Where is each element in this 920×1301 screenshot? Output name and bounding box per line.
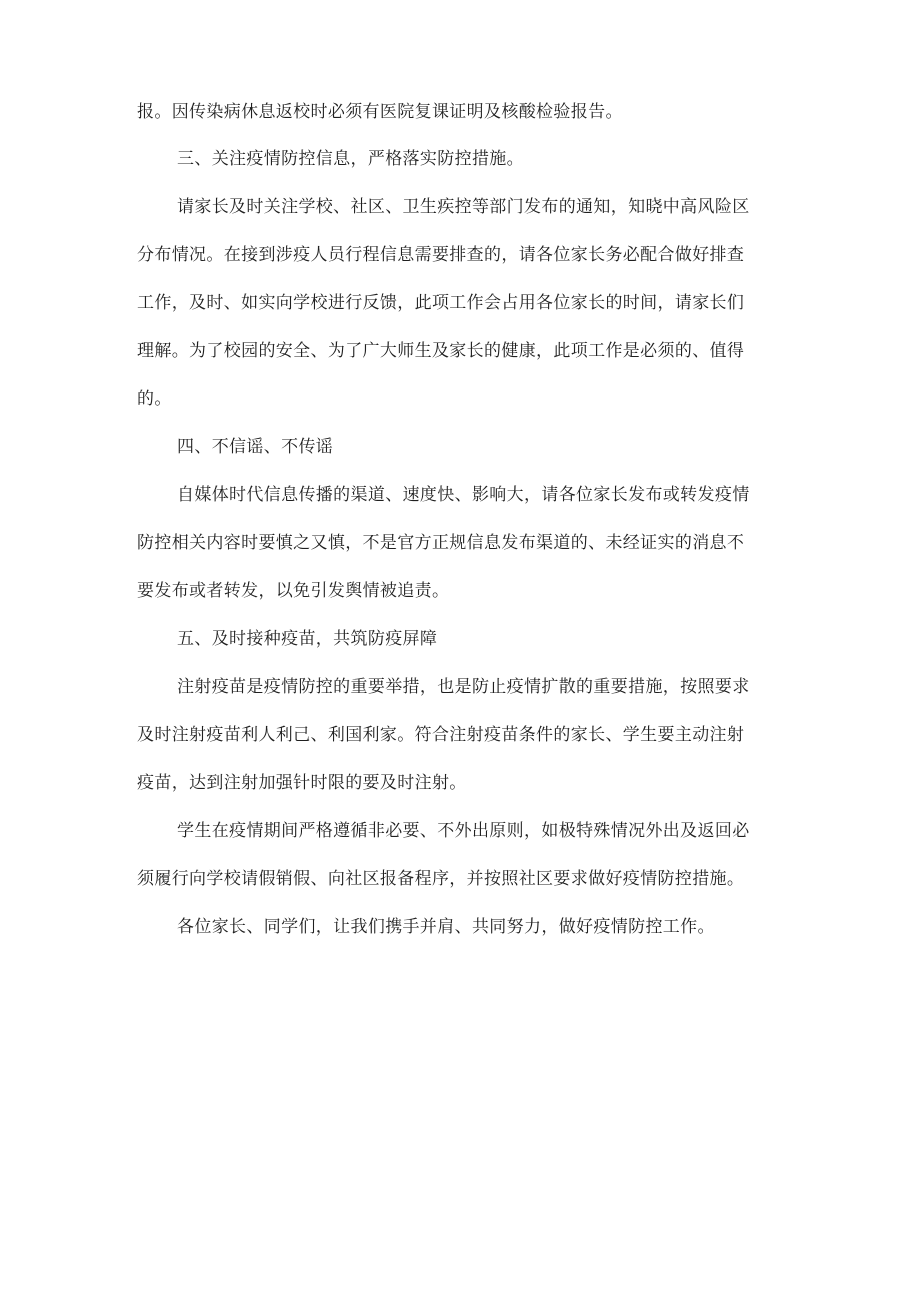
text-line: 各位家长、同学们，让我们携手并肩、共同努力，做好疫情防控工作。 <box>177 917 715 937</box>
section-heading: 三、关注疫情防控信息，严格落实防控措施。 <box>177 149 524 169</box>
text-line: 工作，及时、如实向学校进行反馈，此项工作会占用各位家长的时间，请家长们 <box>137 293 745 313</box>
text-line: 请家长及时关注学校、社区、卫生疾控等部门发布的通知，知晓中高风险区 <box>177 197 750 217</box>
text-line: 分布情况。在接到涉疫人员行程信息需要排查的，请各位家长务必配合做好排查 <box>137 245 745 265</box>
text-line: 的。 <box>137 389 172 409</box>
text-line: 疫苗，达到注射加强针时限的要及时注射。 <box>137 773 467 793</box>
text-line: 理解。为了校园的安全、为了广大师生及家长的健康，此项工作是必须的、值得 <box>137 341 745 361</box>
text-line: 要发布或者转发，以免引发舆情被追责。 <box>137 581 450 601</box>
text-line: 自媒体时代信息传播的渠道、速度快、影响大，请各位家长发布或转发疫情 <box>177 485 750 505</box>
text-line: 报。因传染病休息返校时必须有医院复课证明及核酸检验报告。 <box>137 102 623 122</box>
text-line: 及时注射疫苗利人利己、利国利家。符合注射疫苗条件的家长、学生要主动注射 <box>137 725 745 745</box>
section-heading: 四、不信谣、不传谣 <box>177 437 334 457</box>
text-line: 学生在疫情期间严格遵循非必要、不外出原则，如极特殊情况外出及返回必 <box>177 821 750 841</box>
text-line: 须履行向学校请假销假、向社区报备程序，并按照社区要求做好疫情防控措施。 <box>137 869 745 889</box>
section-heading: 五、及时接种疫苗，共筑防疫屏障 <box>177 629 438 649</box>
text-line: 防控相关内容时要慎之又慎，不是官方正规信息发布渠道的、未经证实的消息不 <box>137 533 745 553</box>
text-line: 注射疫苗是疫情防控的重要举措，也是防止疫情扩散的重要措施，按照要求 <box>177 677 750 697</box>
